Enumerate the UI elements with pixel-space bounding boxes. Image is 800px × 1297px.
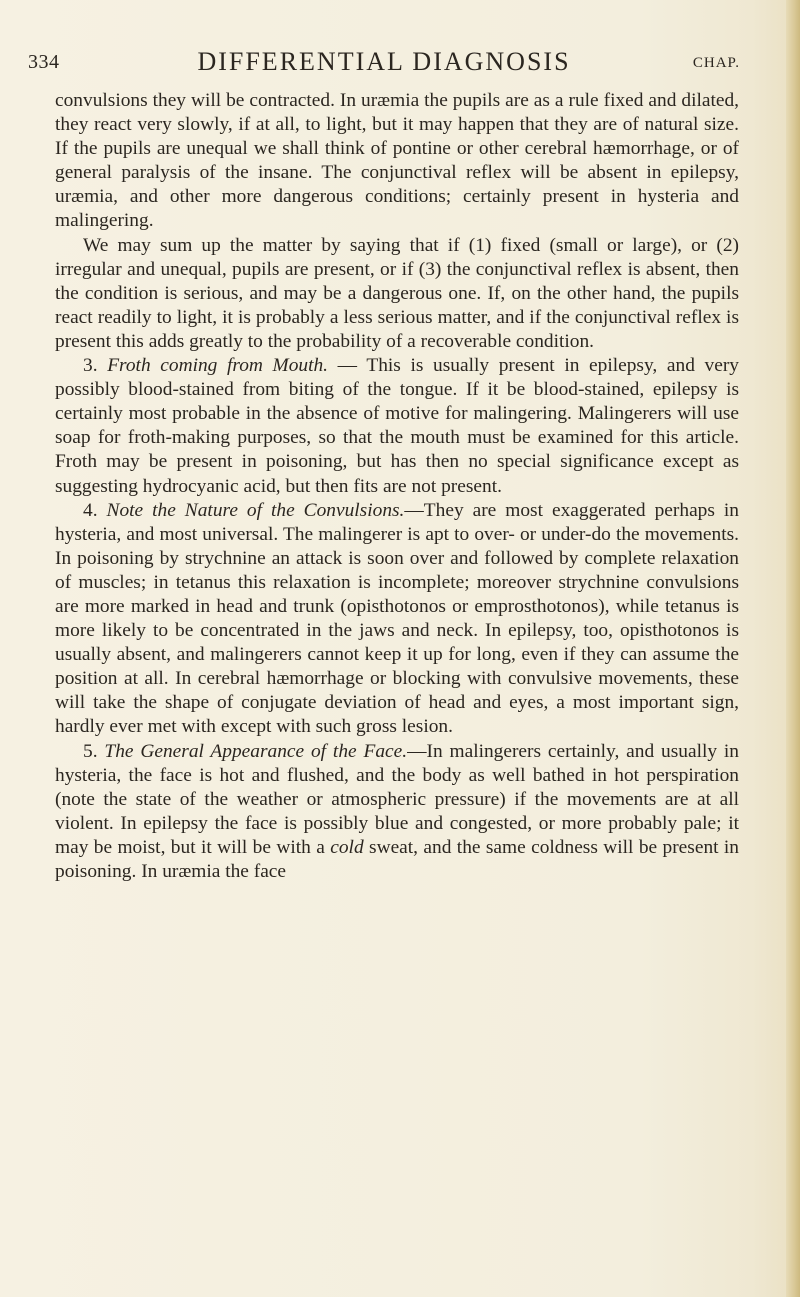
page-edge-shadow [786,0,800,1297]
section-number: 4. [83,499,98,521]
paragraph-summary [55,234,739,354]
paragraph-text: convulsions they will be contracted. In uræmia the pupils are as a rule fixed and dilated, they react very slowly, if at all, to light, but it may happen that they are of natural size. If the pupils are unequal we shall think of pontine or other cerebral hæmorrhage, or of general paralysis of the insane. The conjunctival reflex will be absent in epilepsy, uræmia, and other more dangerous conditions; certainly present in hysteria and malingering. [55,90,739,232]
paragraph-face [55,740,739,885]
section-number: 3. [83,355,98,377]
section-heading: Froth coming from Mouth. [107,355,329,377]
heading-separator: — [328,355,367,377]
paragraph-text: We may sum up the matter by saying that if (1) fixed (small or large), or (2) irregular and unequal, pupils are present, or if (3) the conjunctival reflex is absent, then the condition is serious, and may be a dangerous one. If, on the other hand, the pupils react readily to light, it is probably a less serious matter, and if the conjunctival reflex is present this adds greatly to the probability of a recoverable condition. [55,234,739,352]
paragraph-froth [55,354,739,499]
running-title: DIFFERENTIAL DIAGNOSIS [197,47,571,76]
italic-word: cold [330,836,364,858]
paragraph-text: This is usually present in epilepsy, and very possibly blood-stained from biting of the tongue. If it be blood-stained, epilepsy is certainly most probable in the absence of motive for malingering. Malingerers will use soap for froth-making purposes, so that the mouth must be examined for this article. Froth may be present in poisoning, but has then no special significance except as suggesting hydrocyanic acid, but then fits are not present. [55,355,739,497]
section-heading: The General Appearance of the Face. [104,740,408,762]
section-heading: Note the Nature of the Convulsions. [106,499,405,521]
paragraph-text: sweat, and the same coldness will be present in poisoning. In uræmia the face [55,836,739,882]
running-header [28,47,740,83]
body-text [55,89,739,884]
heading-separator: — [404,499,424,521]
heading-separator: — [407,740,427,762]
chapter-mark: CHAP. [692,55,740,71]
paragraph-continuation [55,89,739,234]
section-number: 5. [83,740,98,762]
paragraph-text: They are most exaggerated perhaps in hysteria, and most universal. The malingerer is apt to over- or under-do the movements. In poisoning by strychnine an attack is soon over and followed by complete relaxation of muscles; in tetanus this relaxation is incomplete; moreover strychnine convulsions are more marked in head and trunk (opisthotonos or emprosthotonos), while tetanus is more likely to be concentrated in the jaws and neck. In epilepsy, too, opisthotonos is usually absent, and malingerers cannot keep it up for long, even if they can assume the position at all. In cerebral hæmorrhage or blocking with convulsive movements, these will take the shape of conjugate deviation of head and eyes, a most important sign, hardly ever met with except with such gross lesion. [55,499,739,738]
paragraph-text: In malingerers certainly, and usually in hysteria, the face is hot and flushed, and the body as well bathed in hot perspiration (note the state of the weather or atmospheric pressure) if the movements are at all violent. In epilepsy the face is possibly blue and congested, or more probably pale; it may be moist, but it will be with a [55,740,739,858]
paragraph-convulsions [55,499,739,740]
page-number: 334 [28,51,60,73]
